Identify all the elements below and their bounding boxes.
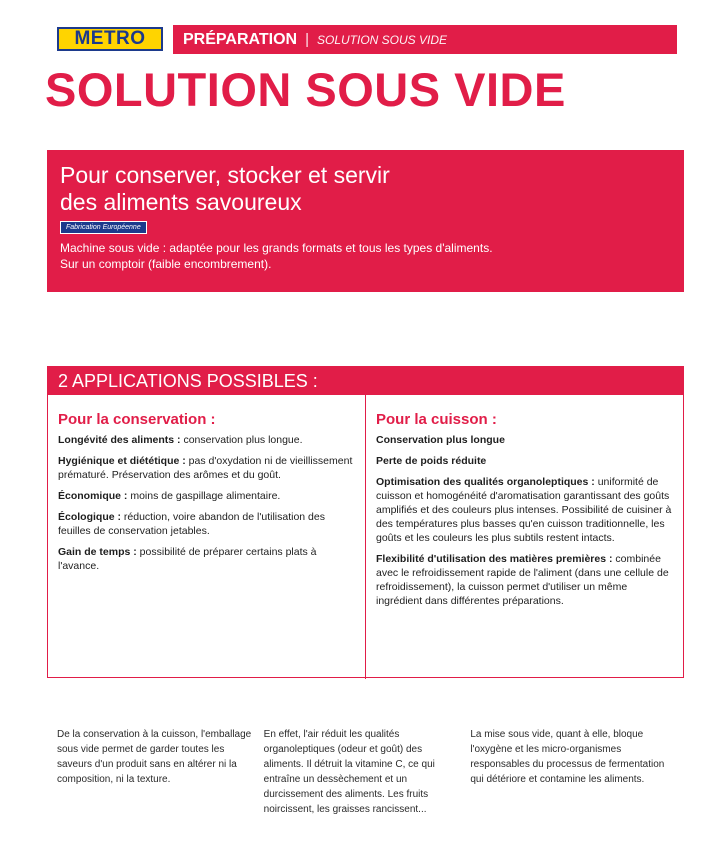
item-text: pas d'oxydation ni de vieillissement prématuré. Préservation des arômes et du goût.	[58, 455, 353, 481]
footer-text	[57, 727, 677, 817]
footer-column-3: La mise sous vide, quant à elle, bloque l'oxygène et les micro-organismes responsables du processus de fermentation qui détériore et contamine les aliments.	[470, 729, 665, 785]
item-term: Gain de temps :	[58, 546, 137, 558]
conservation-item	[58, 489, 355, 503]
cuisson-column	[366, 395, 683, 679]
intro-text-line2: Sur un comptoir (faible encombrement).	[60, 257, 272, 271]
conservation-item	[58, 454, 355, 482]
conservation-column	[48, 395, 366, 679]
intro-heading	[60, 162, 671, 216]
applications-box	[47, 366, 684, 678]
item-term: Écologique :	[58, 511, 121, 523]
item-term: Économique :	[58, 490, 128, 502]
item-text: combinée avec le refroidissement rapide de l'aliment (dans une cellule de refroidissement), la cuisson permet d'utiliser un même ingrédient dans différentes préparations.	[376, 553, 669, 607]
item-term: Flexibilité d'utilisation des matières premières :	[376, 553, 613, 565]
item-term: Optimisation des qualités organoleptiques :	[376, 476, 595, 488]
applications-heading: 2 APPLICATIONS POSSIBLES :	[48, 367, 683, 395]
conservation-title: Pour la conservation :	[58, 411, 216, 428]
section-banner	[173, 25, 677, 54]
item-text: possibilité de préparer certains plats à l'avance.	[58, 546, 317, 572]
cuisson-item	[376, 433, 673, 447]
page-title: SOLUTION SOUS VIDE	[45, 63, 566, 116]
item-term: Conservation plus longue	[376, 434, 505, 446]
section-label: PRÉPARATION	[183, 30, 298, 48]
intro-text-line1: Machine sous vide : adaptée pour les grands formats et tous les types d'aliments.	[60, 241, 493, 255]
cuisson-item	[376, 454, 673, 468]
metro-logo: METRO	[57, 27, 163, 51]
header	[57, 25, 677, 54]
cuisson-item	[376, 475, 673, 545]
intro-text	[60, 240, 671, 272]
item-text: réduction, voire abandon de l'utilisation des feuilles de conservation jetables.	[58, 511, 325, 537]
conservation-item	[58, 545, 355, 573]
conservation-item	[58, 510, 355, 538]
item-term: Longévité des aliments :	[58, 434, 181, 446]
intro-heading-line1: Pour conserver, stocker et servir	[60, 162, 390, 188]
intro-box	[47, 150, 684, 292]
cuisson-item	[376, 552, 673, 608]
conservation-item	[58, 433, 355, 447]
item-text: uniformité de cuisson et homogénéité d'aromatisation garantissant des goûts amplifiés et des couleurs plus intenses. Possibilité de cuisiner à des températures plus basses qu'en cuisson traditionnelle, les goûts et les couleurs les plus subtils restent intacts.	[376, 476, 672, 544]
banner-separator: |	[305, 31, 309, 48]
origin-badge: Fabrication Européenne	[60, 221, 147, 234]
cuisson-title: Pour la cuisson :	[376, 411, 497, 428]
subsection-label: SOLUTION SOUS VIDE	[316, 32, 448, 47]
item-term: Hygiénique et diététique :	[58, 455, 186, 467]
item-term: Perte de poids réduite	[376, 455, 487, 467]
item-text: conservation plus longue.	[180, 434, 303, 446]
footer-column-1: De la conservation à la cuisson, l'emballage sous vide permet de garder toutes les saveurs d'un produit sans en altérer ni la composition, ni la texture.	[57, 729, 252, 785]
intro-heading-line2: des aliments savoureux	[60, 189, 302, 215]
item-text: moins de gaspillage alimentaire.	[127, 490, 281, 502]
footer-column-2: En effet, l'air réduit les qualités organoleptiques (odeur et goût) des aliments. Il détruit la vitamine C, ce qui entraîne un dessèchement et un durcissement des aliments. Les fruits noircissent, les graisses rancissent...	[263, 729, 435, 815]
